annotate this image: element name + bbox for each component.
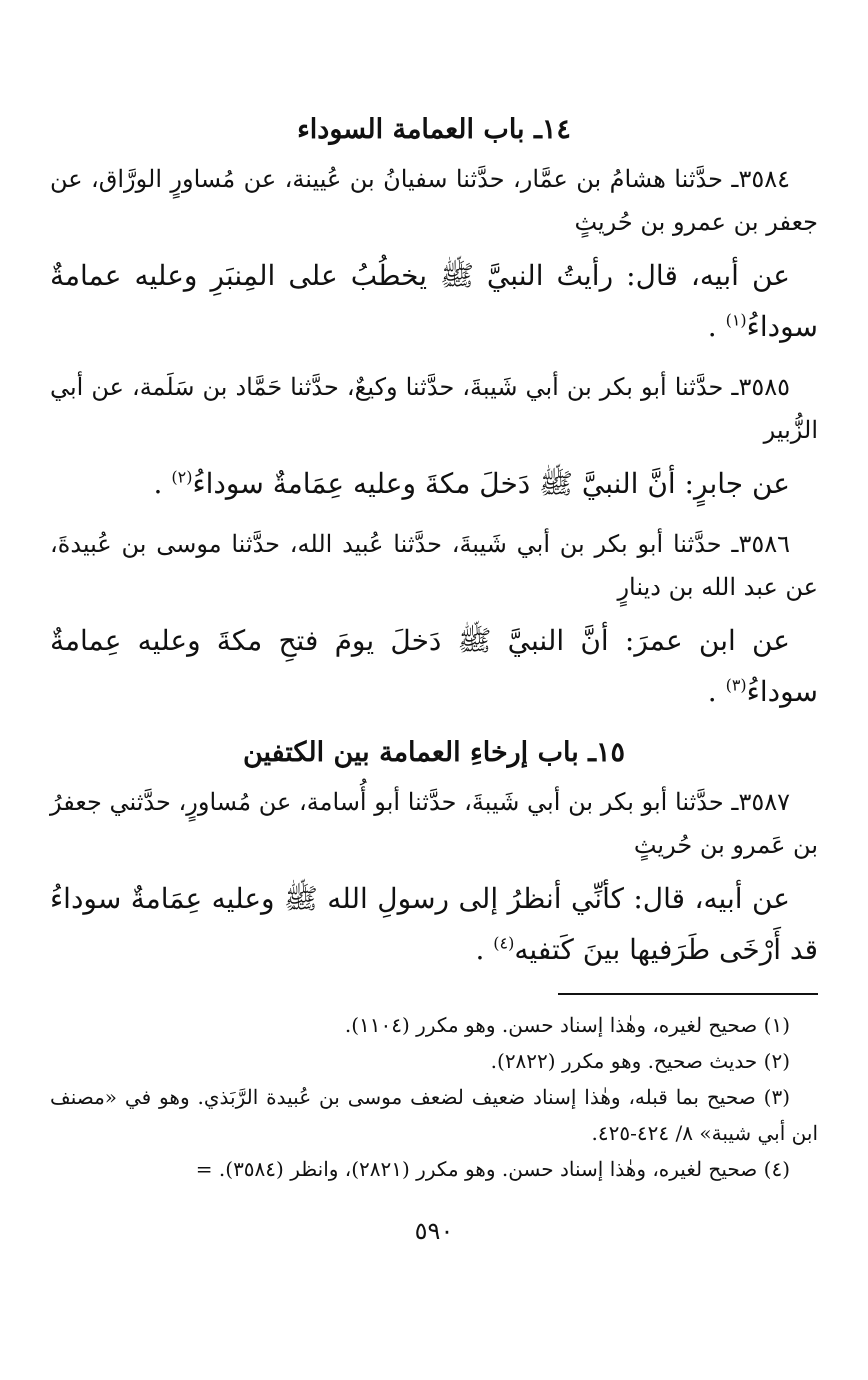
book-page bbox=[50, 100, 818, 1251]
footnote-ref: (٢) bbox=[171, 467, 193, 487]
hadith-isnad: ٣٥٨٦ـ حدَّثنا أبو بكر بن أبي شَيبةَ، حدَّثنا عُبيد الله، حدَّثنا موسى بن عُبيدةَ، عن عبد الله بن دينارٍ bbox=[50, 530, 818, 601]
chapter-heading: ١٤ـ باب العمامة السوداء bbox=[297, 114, 571, 145]
footnote: (٢) حديث صحيح. وهو مكرر (٢٨٢٢). bbox=[490, 1049, 790, 1073]
matn-end: . bbox=[707, 675, 717, 708]
hadith-matn bbox=[50, 873, 818, 975]
footnote-ref: (٤) bbox=[493, 933, 515, 953]
hadith-isnad: ٣٥٨٥ـ حدَّثنا أبو بكر بن أبي شَيبةَ، حدَّثنا وكيعٌ، حدَّثنا حَمَّاد بن سَلَمة، عن أبي الزُّبير bbox=[50, 373, 818, 444]
chapter-heading: ١٥ـ باب إرخاءِ العمامة بين الكتفين bbox=[242, 737, 626, 768]
matn-end: . bbox=[475, 933, 485, 966]
hadith-isnad: ٣٥٨٧ـ حدَّثنا أبو بكر بن أبي شَيبةَ، حدَّثنا أبو أُسامة، عن مُساورٍ، حدَّثني جعفرُ بن عَمرو بن حُريثٍ bbox=[50, 788, 818, 859]
matn-text: عن ابن عمرَ: أنَّ النبيَّ ﷺ دَخلَ يومَ فتحِ مكةَ وعليه عِمامةٌ سوداءُ bbox=[50, 624, 818, 708]
hadith-matn bbox=[50, 250, 818, 352]
footnote-divider bbox=[558, 993, 818, 995]
matn-end: . bbox=[707, 310, 717, 343]
footnote: (٣) صحيح بما قبله، وهٰذا إسناد ضعيف لضعف موسى بن عُبيدة الرَّبَذي. وهو في «مصنف ابن أبي شيبة» ٨/ ٤٢٤-٤٢٥. bbox=[50, 1085, 818, 1145]
footnote-ref: (١) bbox=[725, 310, 747, 330]
hadith-matn bbox=[50, 458, 818, 509]
matn-end: . bbox=[153, 467, 163, 500]
footnotes bbox=[50, 1007, 818, 1187]
footnote-ref: (٣) bbox=[725, 675, 747, 695]
matn-text: عن أبيه، قال: كأنِّي أنظرُ إلى رسولِ الله ﷺ وعليه عِمَامةٌ سوداءُ قد أَرْخَى طَرَفيها بينَ كَتفيه bbox=[50, 882, 818, 966]
footnote: (٤) صحيح لغيره، وهٰذا إسناد حسن. وهو مكرر (٢٨٢١)، وانظر (٣٥٨٤). = bbox=[195, 1157, 790, 1181]
hadith-matn bbox=[50, 615, 818, 717]
page-number: ٥٩٠ bbox=[414, 1217, 454, 1245]
matn-text: عن أبيه، قال: رأيتُ النبيَّ ﷺ يخطُبُ على المِنبَرِ وعليه عمامةٌ سوداءُ bbox=[50, 259, 818, 343]
hadith-isnad: ٣٥٨٤ـ حدَّثنا هشامُ بن عمَّار، حدَّثنا سفيانُ بن عُيينة، عن مُساورٍ الورَّاق، عن جعفر بن عمرو بن حُريثٍ bbox=[50, 165, 818, 236]
matn-text: عن جابرٍ: أنَّ النبيَّ ﷺ دَخلَ مكةَ وعليه عِمَامةٌ سوداءُ bbox=[192, 467, 790, 500]
footnote: (١) صحيح لغيره، وهٰذا إسناد حسن. وهو مكرر (١١٠٤). bbox=[344, 1013, 790, 1037]
